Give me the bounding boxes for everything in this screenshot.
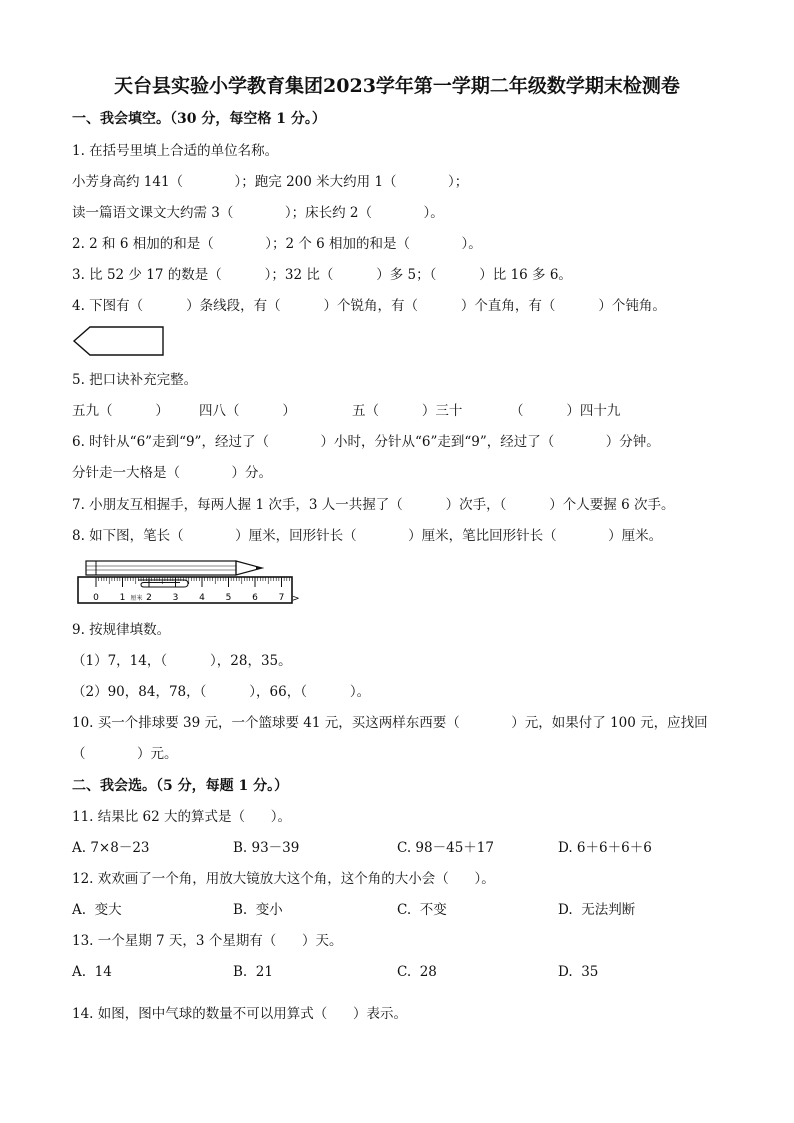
q13-option-a: A. 14 <box>72 964 112 980</box>
ruler-tick-label: 4 <box>199 593 205 603</box>
q14-stem: 14. 如图，图中气球的数量不可以用算式（ ）表示。 <box>72 1006 408 1022</box>
q12-option-d: D. 无法判断 <box>558 902 636 918</box>
q5-item-1: 五九（ ） <box>72 403 169 419</box>
q9-line-a: （1）7，14，（ ），28，35。 <box>72 653 292 669</box>
ruler-ticks <box>93 577 289 603</box>
q11-option-a: A. 7×8－23 <box>72 840 150 856</box>
pentagon-figure <box>72 325 166 357</box>
section-two-heading: 二、我会选。（5 分，每题 1 分。） <box>72 778 289 794</box>
q11-option-d: D. 6＋6＋6＋6 <box>558 840 652 856</box>
ruler-unit-label: 厘米 <box>130 595 143 602</box>
q13-option-b: B. 21 <box>233 964 273 980</box>
q10-line-b: （ ）元。 <box>72 746 178 762</box>
q6-line-b: 分针走一大格是（ ）分。 <box>72 465 272 481</box>
ruler-tick-label: 7 <box>278 593 285 603</box>
q5-item-3: 五（ ）三十 <box>352 403 463 419</box>
pencil-ruler-figure <box>76 555 298 607</box>
q3-text: 3. 比 52 少 17 的数是（ ）；32 比（ ）多 5；（ ）比 16 多 6。 <box>72 267 572 283</box>
ruler-tick-label: 6 <box>252 593 258 603</box>
ruler-tick-label: 1 <box>119 593 126 603</box>
q1-line-a: 小芳身高约 141（ ）；跑完 200 米大约用 1（ ）； <box>72 174 469 190</box>
ruler-tick-label: 3 <box>172 593 179 603</box>
q11-stem: 11. 结果比 62 大的算式是（ ）。 <box>72 809 292 825</box>
ruler-tick-label: 5 <box>225 593 232 603</box>
q5-item-4: （ ）四十九 <box>510 403 621 419</box>
q10-line-a: 10. 买一个排球要 39 元，一个篮球要 41 元，买这两样东西要（ ）元，如果付了 100 元，应找回 <box>72 715 708 731</box>
ruler-tick-label: 0 <box>93 593 99 603</box>
q8-text: 8. 如下图，笔长（ ）厘米，回形针长（ ）厘米，笔比回形针长（ ）厘米。 <box>72 528 663 544</box>
q9-line-b: （2）90，84，78，（ ），66，（ ）。 <box>72 684 371 700</box>
q2-text: 2. 2 和 6 相加的和是（ ）；2 个 6 相加的和是（ ）。 <box>72 236 482 252</box>
q12-option-c: C. 不变 <box>397 902 447 918</box>
q11-option-b: B. 93－39 <box>233 840 300 856</box>
q6-line-a: 6. 时针从“6”走到“9”，经过了（ ）小时，分针从“6”走到“9”，经过了（ ）分钟。 <box>72 434 660 450</box>
q12-option-a: A. 变大 <box>72 902 122 918</box>
svg-text:>: > <box>292 594 300 604</box>
section-one-heading: 一、我会填空。（30 分，每空格 1 分。） <box>72 111 326 127</box>
ruler-tick-label: 2 <box>146 593 152 603</box>
q5-item-2: 四八（ ） <box>199 403 296 419</box>
q9-stem: 9. 按规律填数。 <box>72 622 171 638</box>
q1-stem: 1. 在括号里填上合适的单位名称。 <box>72 143 279 159</box>
page-title: 天台县实验小学教育集团2023学年第一学期二年级数学期末检测卷 <box>114 75 680 97</box>
q5-stem: 5. 把口诀补充完整。 <box>72 372 198 388</box>
q7-text: 7. 小朋友互相握手，每两人握 1 次手，3 人一共握了（ ）次手，（ ）个人要握 6 次手。 <box>72 497 675 513</box>
q13-option-d: D. 35 <box>558 964 599 980</box>
q11-option-c: C. 98－45＋17 <box>397 840 494 856</box>
q1-line-b: 读一篇语文课文大约需 3（ ）；床长约 2（ ）。 <box>72 205 444 221</box>
q4-text: 4. 下图有（ ）条线段，有（ ）个锐角，有（ ）个直角，有（ ）个钝角。 <box>72 298 666 314</box>
q12-option-b: B. 变小 <box>233 902 283 918</box>
q13-option-c: C. 28 <box>397 964 437 980</box>
q13-stem: 13. 一个星期 7 天，3 个星期有（ ）天。 <box>72 933 343 949</box>
q12-stem: 12. 欢欢画了一个角，用放大镜放大这个角，这个角的大小会（ ）。 <box>72 871 495 887</box>
